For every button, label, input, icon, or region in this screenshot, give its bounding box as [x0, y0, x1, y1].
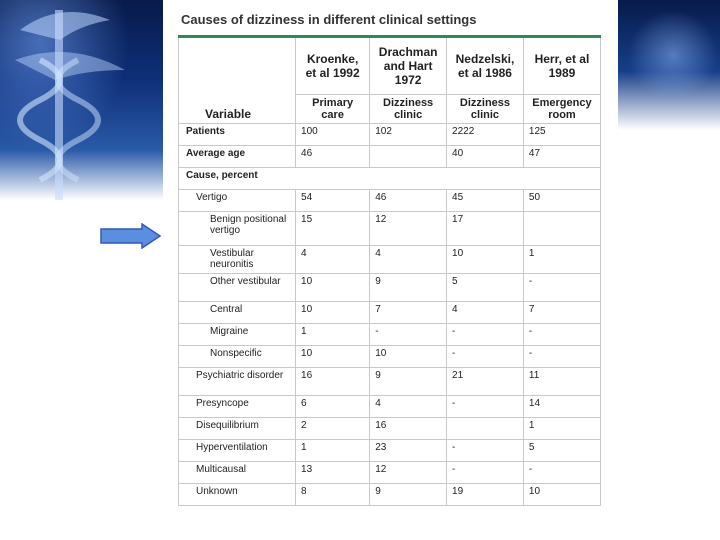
table-cell: 125: [523, 124, 600, 146]
table-cell: -: [447, 440, 524, 462]
table-cell: 2222: [447, 124, 524, 146]
table-title: Causes of dizziness in different clinical settings: [181, 12, 477, 27]
table-cell: 23: [370, 440, 447, 462]
study-header: Nedzelski, et al 1986: [447, 37, 524, 95]
setting-header: Dizziness clinic: [447, 95, 524, 124]
table-cell: 46: [370, 190, 447, 212]
row-label: Psychiatric disorder: [179, 368, 296, 396]
table-cell: 8: [296, 484, 370, 506]
table-cell: 4: [370, 246, 447, 274]
table-cell: 54: [296, 190, 370, 212]
row-label: Nonspecific: [179, 346, 296, 368]
table-cell: 5: [523, 440, 600, 462]
table-cell: 102: [370, 124, 447, 146]
table-cell: -: [523, 324, 600, 346]
table-cell: 12: [370, 462, 447, 484]
table-cell: 47: [523, 146, 600, 168]
table-row: [179, 484, 601, 506]
table-cell: 7: [370, 302, 447, 324]
study-header: Drachman and Hart 1972: [370, 37, 447, 95]
table-cell: 16: [370, 418, 447, 440]
table-cell: 40: [447, 146, 524, 168]
study-header: Herr, et al 1989: [523, 37, 600, 95]
table-cell: 4: [296, 246, 370, 274]
table-row: [179, 324, 601, 346]
dizziness-table: [178, 35, 601, 506]
table-cell: 10: [523, 484, 600, 506]
right-arrow-icon: [100, 223, 162, 249]
section-row: [179, 168, 601, 190]
table-cell: 5: [447, 274, 524, 302]
table-cell: 4: [370, 396, 447, 418]
table-cell: 10: [296, 302, 370, 324]
table-cell: [523, 212, 600, 246]
study-header: Kroenke, et al 1992: [296, 37, 370, 95]
table-row: [179, 146, 601, 168]
table-row: [179, 368, 601, 396]
table-cell: 6: [296, 396, 370, 418]
setting-header: Dizziness clinic: [370, 95, 447, 124]
table-row: [179, 462, 601, 484]
row-label: Vestibular neuronitis: [179, 246, 296, 274]
caduceus-background-right: [618, 0, 720, 130]
table-cell: -: [447, 396, 524, 418]
table-cell: 10: [296, 274, 370, 302]
table-cell: 100: [296, 124, 370, 146]
table-cell: [447, 418, 524, 440]
table-cell: 9: [370, 274, 447, 302]
table-cell: 2: [296, 418, 370, 440]
table-cell: 10: [296, 346, 370, 368]
table-cell: -: [447, 324, 524, 346]
table-row: [179, 246, 601, 274]
table-cell: 15: [296, 212, 370, 246]
table-cell: 9: [370, 368, 447, 396]
row-label: Vertigo: [179, 190, 296, 212]
table-cell: 12: [370, 212, 447, 246]
setting-header: Primary care: [296, 95, 370, 124]
row-label: Unknown: [179, 484, 296, 506]
table-row: [179, 190, 601, 212]
variable-header: Variable: [179, 37, 296, 124]
row-label: Hyperventilation: [179, 440, 296, 462]
row-label: Presyncope: [179, 396, 296, 418]
table-cell: 21: [447, 368, 524, 396]
table-cell: 10: [370, 346, 447, 368]
table-cell: 11: [523, 368, 600, 396]
table-row: [179, 346, 601, 368]
table-cell: -: [447, 346, 524, 368]
table-cell: 7: [523, 302, 600, 324]
table-cell: -: [370, 324, 447, 346]
table-row: [179, 440, 601, 462]
caduceus-icon: [0, 0, 163, 200]
table-cell: 10: [447, 246, 524, 274]
row-label: Average age: [179, 146, 296, 168]
table-cell: 1: [523, 246, 600, 274]
table-cell: -: [523, 274, 600, 302]
table-cell: 13: [296, 462, 370, 484]
row-label: Patients: [179, 124, 296, 146]
table-row: [179, 212, 601, 246]
table-row: [179, 418, 601, 440]
table-cell: 1: [523, 418, 600, 440]
table-cell: -: [523, 462, 600, 484]
row-label: Disequilibrium: [179, 418, 296, 440]
row-label: Benign positional vertigo: [179, 212, 296, 246]
table-cell: 19: [447, 484, 524, 506]
table-row: [179, 124, 601, 146]
table-row: [179, 274, 601, 302]
study-header-row: [179, 37, 601, 95]
table-row: [179, 396, 601, 418]
caduceus-background-left: [0, 0, 163, 200]
table-cell: 14: [523, 396, 600, 418]
table-cell: 4: [447, 302, 524, 324]
table-cell: 16: [296, 368, 370, 396]
table-cell: -: [523, 346, 600, 368]
row-label: Other vestibular: [179, 274, 296, 302]
table-cell: [370, 146, 447, 168]
row-label: Central: [179, 302, 296, 324]
table-row: [179, 302, 601, 324]
setting-header: Emergency room: [523, 95, 600, 124]
table-cell: 50: [523, 190, 600, 212]
table-cell: 17: [447, 212, 524, 246]
table-cell: 46: [296, 146, 370, 168]
row-label: Migraine: [179, 324, 296, 346]
section-label: Cause, percent: [179, 168, 601, 190]
table-cell: 1: [296, 440, 370, 462]
table-cell: 1: [296, 324, 370, 346]
table-cell: -: [447, 462, 524, 484]
row-label: Multicausal: [179, 462, 296, 484]
table-cell: 45: [447, 190, 524, 212]
table-cell: 9: [370, 484, 447, 506]
